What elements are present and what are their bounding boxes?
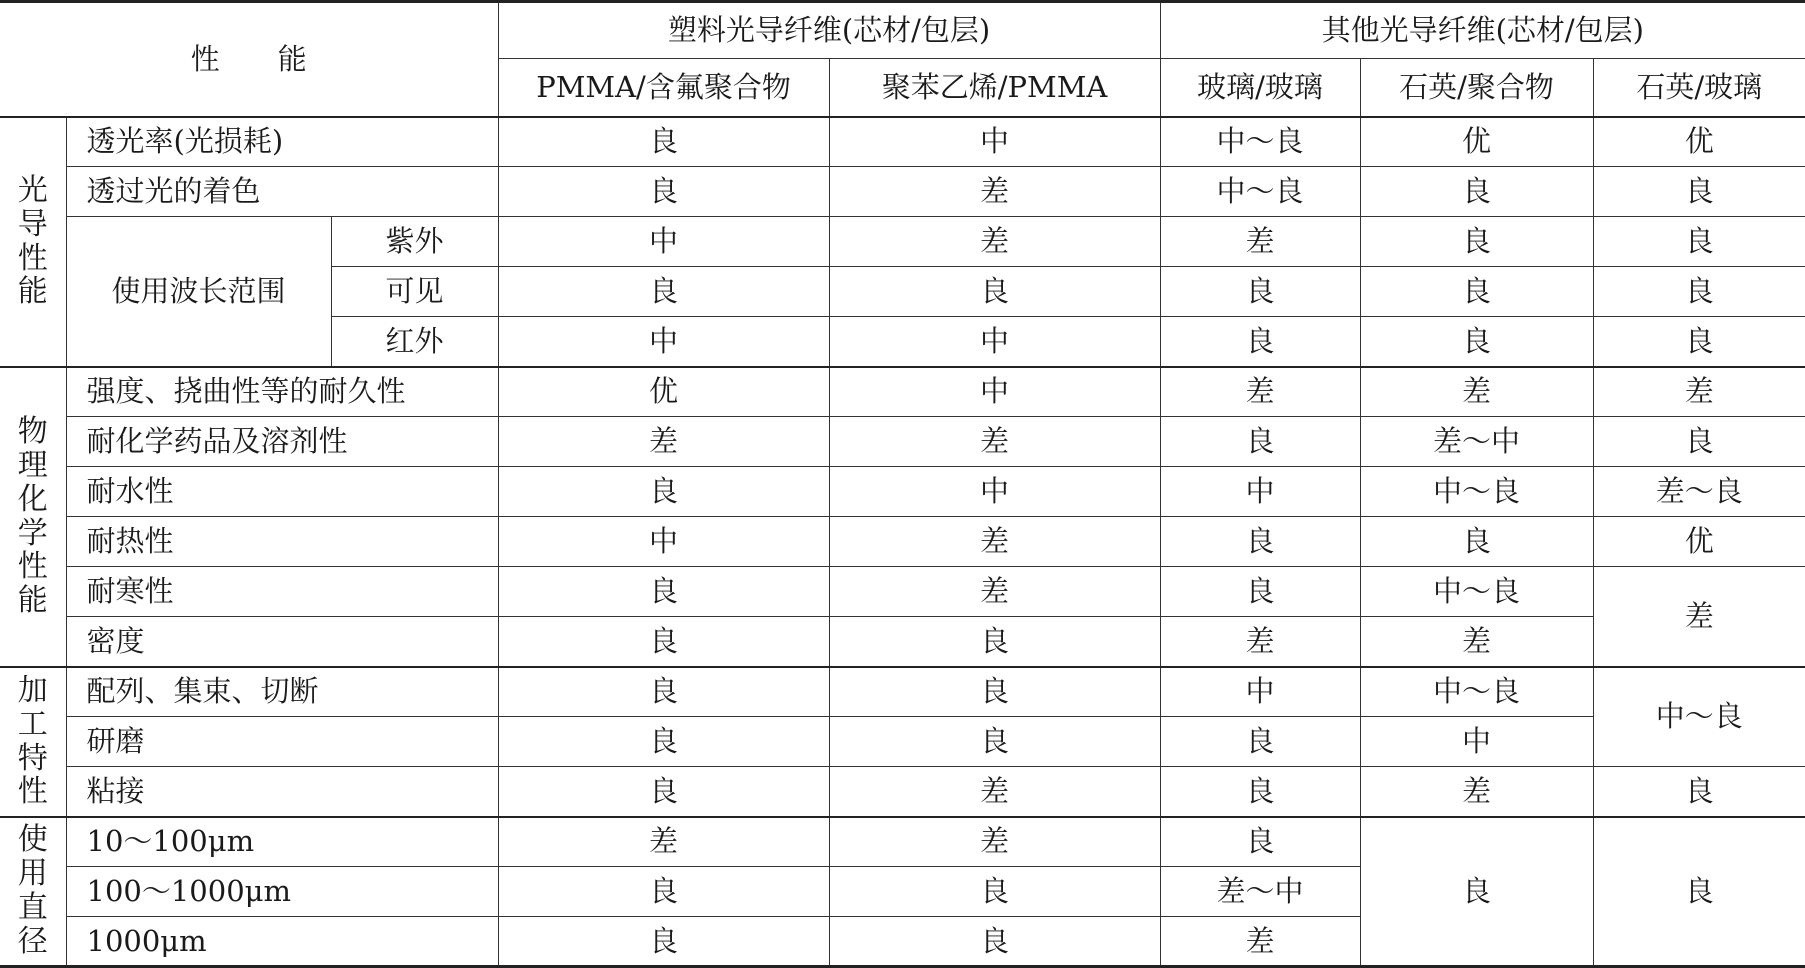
group-char: 特 — [17, 740, 48, 776]
table-cell: 良 — [1593, 167, 1805, 217]
table-row — [0, 417, 1805, 467]
table-cell: 良 — [829, 617, 1160, 667]
table-cell: 优 — [1593, 517, 1805, 567]
table-row — [0, 817, 1805, 867]
table-cell: 中 — [498, 317, 829, 367]
table-row — [0, 167, 1805, 217]
row-sublabel: 紫外 — [331, 217, 498, 267]
row-label: 研磨 — [66, 717, 498, 767]
table-cell: 良 — [1593, 267, 1805, 317]
header-row-groups — [0, 2, 1805, 59]
table-cell: 差 — [1360, 767, 1593, 817]
header-col-quartz-glass: 石英/玻璃 — [1593, 59, 1805, 117]
table-cell: 差 — [829, 217, 1160, 267]
table-cell: 良 — [1360, 167, 1593, 217]
table-cell: 良 — [1160, 417, 1360, 467]
table-cell: 良 — [498, 667, 829, 717]
table-row — [0, 717, 1805, 767]
table-cell: 优 — [1593, 117, 1805, 167]
group-char: 能 — [17, 274, 48, 310]
table-cell-merged: 中～良 — [1593, 667, 1805, 767]
table-cell: 中～良 — [1360, 567, 1593, 617]
header-col-pmma-fluoro: PMMA/含氟聚合物 — [498, 59, 829, 117]
group-char: 径 — [17, 924, 48, 960]
table-cell: 良 — [1360, 517, 1593, 567]
table-cell: 差 — [829, 167, 1160, 217]
table-cell: 良 — [1160, 267, 1360, 317]
table-row — [0, 617, 1805, 667]
table-cell: 良 — [498, 167, 829, 217]
table-cell: 差 — [1160, 217, 1360, 267]
table-cell-merged: 差 — [1593, 567, 1805, 667]
table-cell: 中～良 — [1360, 667, 1593, 717]
table-cell: 良 — [498, 567, 829, 617]
table-cell: 中 — [829, 317, 1160, 367]
table-row — [0, 117, 1805, 167]
table-cell: 差 — [1360, 617, 1593, 667]
table-cell: 良 — [1160, 817, 1360, 867]
table-cell-merged: 良 — [1360, 817, 1593, 967]
table-cell: 中 — [498, 517, 829, 567]
table-cell: 差 — [1160, 367, 1360, 417]
row-label: 密度 — [66, 617, 498, 667]
header-col-quartz-polymer: 石英/聚合物 — [1360, 59, 1593, 117]
row-sublabel: 红外 — [331, 317, 498, 367]
table-cell: 良 — [1160, 517, 1360, 567]
table-cell: 良 — [498, 717, 829, 767]
table-cell: 良 — [1593, 417, 1805, 467]
table-cell: 良 — [1593, 317, 1805, 367]
table-cell: 差 — [829, 567, 1160, 617]
table-row — [0, 567, 1805, 617]
table-cell: 良 — [498, 867, 829, 917]
table-cell: 良 — [1160, 567, 1360, 617]
group-char: 学 — [17, 515, 48, 551]
table-cell: 中 — [829, 467, 1160, 517]
header-col-polystyrene-pmma: 聚苯乙烯/PMMA — [829, 59, 1160, 117]
row-label: 强度、挠曲性等的耐久性 — [66, 367, 498, 417]
table-cell: 中 — [829, 367, 1160, 417]
row-label: 透过光的着色 — [66, 167, 498, 217]
group-char: 性 — [17, 549, 48, 585]
table-cell: 良 — [1360, 217, 1593, 267]
table-cell: 差 — [829, 417, 1160, 467]
table-cell: 差～良 — [1593, 467, 1805, 517]
header-col-glass-glass: 玻璃/玻璃 — [1160, 59, 1360, 117]
row-label: 粘接 — [66, 767, 498, 817]
table-row — [0, 517, 1805, 567]
group-char: 物 — [17, 413, 48, 449]
table-row — [0, 767, 1805, 817]
table-cell: 良 — [829, 667, 1160, 717]
table-row — [0, 367, 1805, 417]
row-label: 耐寒性 — [66, 567, 498, 617]
table-cell: 良 — [1360, 317, 1593, 367]
header-plastic-group: 塑料光导纤维(芯材/包层) — [498, 2, 1160, 59]
table-cell: 中～良 — [1160, 117, 1360, 167]
row-sublabel: 可见 — [331, 267, 498, 317]
table-cell: 中～良 — [1360, 467, 1593, 517]
table-cell: 良 — [498, 467, 829, 517]
group-char: 化 — [17, 481, 48, 517]
table-cell: 差 — [1593, 367, 1805, 417]
table-cell: 差 — [829, 817, 1160, 867]
table-cell: 差 — [498, 817, 829, 867]
group-char: 直 — [17, 890, 48, 926]
table-cell: 中 — [829, 117, 1160, 167]
table-cell: 良 — [498, 767, 829, 817]
group-label-diameter — [0, 817, 66, 967]
group-char: 性 — [17, 774, 48, 810]
table-cell: 良 — [1160, 317, 1360, 367]
table-cell: 良 — [1360, 267, 1593, 317]
table-cell: 良 — [1160, 767, 1360, 817]
table-cell: 优 — [1360, 117, 1593, 167]
group-char: 使 — [17, 822, 48, 858]
table-cell: 良 — [1593, 767, 1805, 817]
table-cell: 良 — [498, 917, 829, 967]
table-cell: 差 — [498, 417, 829, 467]
group-label-optical — [0, 117, 66, 367]
table-cell: 差～中 — [1160, 867, 1360, 917]
table-cell: 中 — [498, 217, 829, 267]
group-char: 导 — [17, 206, 48, 242]
row-label: 耐化学药品及溶剂性 — [66, 417, 498, 467]
group-label-physchem — [0, 367, 66, 667]
group-char: 性 — [17, 240, 48, 276]
row-label: 透光率(光损耗) — [66, 117, 498, 167]
group-label-processing — [0, 667, 66, 817]
table-cell: 中 — [1160, 467, 1360, 517]
table-cell: 差 — [1160, 917, 1360, 967]
table-cell: 优 — [498, 367, 829, 417]
table-cell: 差 — [829, 767, 1160, 817]
row-label: 耐水性 — [66, 467, 498, 517]
table-cell: 中 — [1360, 717, 1593, 767]
table-cell: 良 — [498, 267, 829, 317]
table-cell: 良 — [829, 267, 1160, 317]
row-label: 10～100μm — [66, 817, 498, 867]
row-label: 100～1000μm — [66, 867, 498, 917]
group-char: 光 — [17, 172, 48, 208]
header-property: 性 能 — [0, 2, 498, 117]
row-label: 耐热性 — [66, 517, 498, 567]
table-cell: 中～良 — [1160, 167, 1360, 217]
group-char: 工 — [17, 706, 48, 742]
table-cell: 良 — [498, 617, 829, 667]
table-cell: 中 — [1160, 667, 1360, 717]
table-cell: 良 — [829, 717, 1160, 767]
table-cell: 良 — [1593, 217, 1805, 267]
group-char: 加 — [17, 672, 48, 708]
table-row — [0, 667, 1805, 717]
header-other-group: 其他光导纤维(芯材/包层) — [1160, 2, 1805, 59]
table-cell: 差 — [1160, 617, 1360, 667]
group-char: 理 — [17, 447, 48, 483]
table-row — [0, 217, 1805, 267]
table-cell: 良 — [498, 117, 829, 167]
row-label: 配列、集束、切断 — [66, 667, 498, 717]
table-cell: 良 — [829, 917, 1160, 967]
table-cell: 良 — [829, 867, 1160, 917]
table-row — [0, 467, 1805, 517]
group-char: 能 — [17, 583, 48, 619]
row-label: 1000μm — [66, 917, 498, 967]
table-cell-merged: 良 — [1593, 817, 1805, 967]
table-cell: 良 — [1160, 717, 1360, 767]
table-cell: 差 — [829, 517, 1160, 567]
group-char: 用 — [17, 856, 48, 892]
row-label-wavelength: 使用波长范围 — [66, 217, 331, 367]
table-cell: 差 — [1360, 367, 1593, 417]
table-cell: 差～中 — [1360, 417, 1593, 467]
